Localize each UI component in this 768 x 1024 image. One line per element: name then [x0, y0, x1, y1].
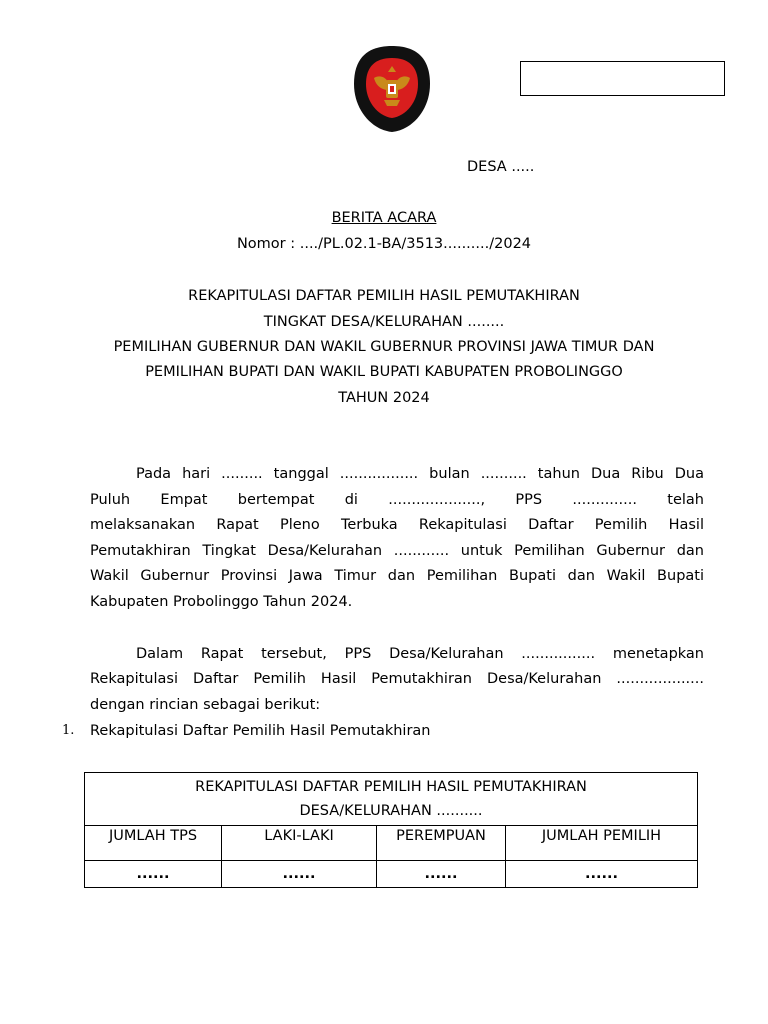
paragraph1-line: Kabupaten Probolinggo Tahun 2024. — [90, 594, 353, 610]
table-row — [85, 861, 698, 888]
paragraph1-line: melaksanakan Rapat Pleno Terbuka Rekapitulasi Daftar Pemilih Hasil — [90, 517, 704, 533]
table-title-line-1: REKAPITULASI DAFTAR PEMILIH HASIL PEMUTAKHIRAN — [195, 779, 587, 795]
desa-label: DESA ..... — [467, 159, 535, 175]
document-code-box — [520, 61, 725, 96]
paragraph1-line: Pemutakhiran Tingkat Desa/Kelurahan ............ untuk Pemilihan Gubernur dan — [90, 543, 704, 559]
paragraph2-line: dengan rincian sebagai berikut: — [90, 697, 321, 713]
list-item-number: 1. — [62, 723, 75, 738]
table-header-jumlah-pemilih: JUMLAH PEMILIH — [506, 826, 698, 861]
table-cell-laki-laki: ...... — [222, 861, 377, 888]
subtitle-line-2: TINGKAT DESA/KELURAHAN ........ — [263, 314, 505, 330]
paragraph1-line: Pada hari ......... tanggal ................. bulan .......... tahun Dua Ribu Dua — [136, 466, 704, 482]
subtitle-line-5: TAHUN 2024 — [338, 390, 430, 406]
paragraph2-line: Rekapitulasi Daftar Pemilih Hasil Pemutakhiran Desa/Kelurahan ................... — [90, 671, 704, 687]
doc-number: Nomor : ..../PL.02.1-BA/3513........../2024 — [236, 236, 532, 252]
kpu-emblem-icon — [350, 44, 434, 134]
table-cell-jumlah-tps: ...... — [85, 861, 222, 888]
subtitle-line-1: REKAPITULASI DAFTAR PEMILIH HASIL PEMUTAKHIRAN — [188, 288, 580, 304]
kpu-logo — [350, 44, 434, 134]
paragraph1-line: Wakil Gubernur Provinsi Jawa Timur dan Pemilihan Bupati dan Wakil Bupati — [90, 568, 704, 584]
table-header-perempuan: PEREMPUAN — [377, 826, 506, 861]
table-cell-perempuan: ...... — [377, 861, 506, 888]
table-header-row — [85, 826, 698, 861]
doc-title: BERITA ACARA — [331, 210, 437, 226]
table-title-line-2: DESA/KELURAHAN .......... — [299, 803, 483, 819]
table-header-jumlah-tps: JUMLAH TPS — [85, 826, 222, 861]
table-title-row — [85, 773, 698, 826]
subtitle-line-4: PEMILIHAN BUPATI DAN WAKIL BUPATI KABUPATEN PROBOLINGGO — [145, 364, 623, 380]
recap-table — [84, 772, 698, 888]
table-cell-jumlah-pemilih: ...... — [506, 861, 698, 888]
paragraph1-line: Puluh Empat bertempat di ...................., PPS .............. telah — [90, 492, 704, 508]
table-header-laki-laki: LAKI-LAKI — [222, 826, 377, 861]
table-title-cell — [85, 773, 698, 826]
subtitle-line-3: PEMILIHAN GUBERNUR DAN WAKIL GUBERNUR PROVINSI JAWA TIMUR DAN — [113, 339, 655, 355]
list-item-text: Rekapitulasi Daftar Pemilih Hasil Pemutakhiran — [90, 723, 431, 739]
paragraph2-line: Dalam Rapat tersebut, PPS Desa/Kelurahan ................ menetapkan — [136, 646, 704, 662]
